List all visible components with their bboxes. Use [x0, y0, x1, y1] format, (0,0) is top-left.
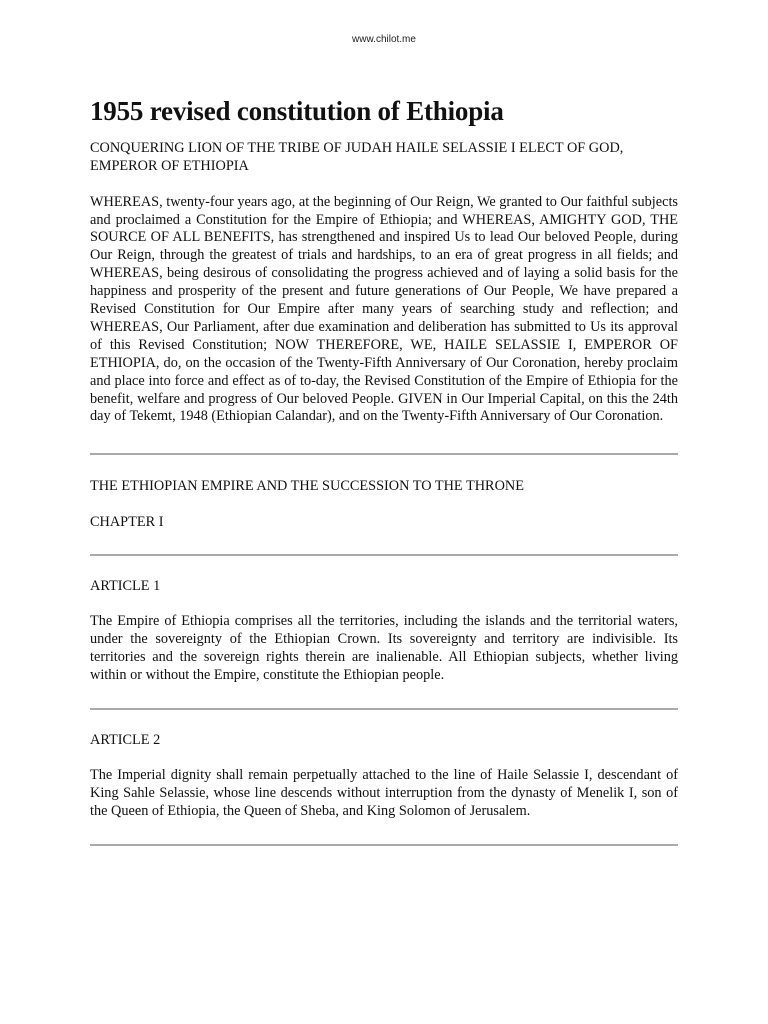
article-2-text: The Imperial dignity shall remain perpetually attached to the line of Haile Selassie I, descendant of King Sahle Selassie, whose line descends without interruption from the dynasty of Menelik I, son of the Queen of Ethiopia, the Queen of Sheba, and King Solomon of Jerusalem.: [90, 767, 678, 819]
page-title: 1955 revised constitution of Ethiopia: [90, 96, 504, 126]
section-title: THE ETHIOPIAN EMPIRE AND THE SUCCESSION TO THE THRONE: [90, 478, 524, 495]
divider: [90, 453, 678, 455]
article-1-heading: ARTICLE 1: [90, 578, 161, 595]
preamble-paragraph: WHEREAS, twenty-four years ago, at the beginning of Our Reign, We granted to Our faithful subjects and proclaimed a Constitution for the Empire of Ethiopia; and WHEREAS, AMIGHTY GOD, THE SOURCE OF ALL BENEFITS, has strengthened and inspired Us to lead Our beloved People, during Our Reign, through the greatest of trials and hardships, to an era of great progress in all fields; and WHEREAS, being desirous of consolidating the progress achieved and of laying a solid basis for the happiness and prosperity of the present and future generations of Our People, We have prepared a Revised Constitution for Our Empire after many years of searching study and reflection; and WHEREAS, Our Parliament, after due examination and deliberation has submitted to Us its approval of this Revised Constitution; NOW THEREFORE, WE, HAILE SELASSIE I, EMPEROR OF ETHIOPIA, do, on the occasion of the Twenty-Fifth Anniversary of Our Coronation, hereby proclaim and place into force and effect as of to-day, the Revised Constitution of the Empire of Ethiopia for the benefit, welfare and progress of Our beloved People. GIVEN in Our Imperial Capital, on this the 24th day of Tekemt, 1948 (Ethiopian Calandar), and on the Twenty-Fifth Anniversary of Our Coronation.: [90, 193, 678, 425]
article-1-text: The Empire of Ethiopia comprises all the territories, including the islands and the territorial waters, under the sovereignty of the Ethiopian Crown. Its sovereignty and territory are indivisible. Its territories and the sovereign rights therein are inalienable. All Ethiopian subjects, whether living within or without the Empire, constitute the Ethiopian people.: [90, 613, 678, 684]
article-2-heading: ARTICLE 2: [90, 732, 161, 748]
divider: [90, 844, 678, 846]
divider: [90, 708, 678, 710]
document-body: [90, 93, 678, 846]
site-header: www.chilot.me: [352, 34, 416, 45]
proclamation-heading: CONQUERING LION OF THE TRIBE OF JUDAH HAILE SELASSIE I ELECT OF GOD, EMPEROR OF ETHIOPIA: [90, 140, 624, 175]
divider: [90, 554, 678, 556]
chapter-heading: CHAPTER I: [90, 514, 164, 531]
